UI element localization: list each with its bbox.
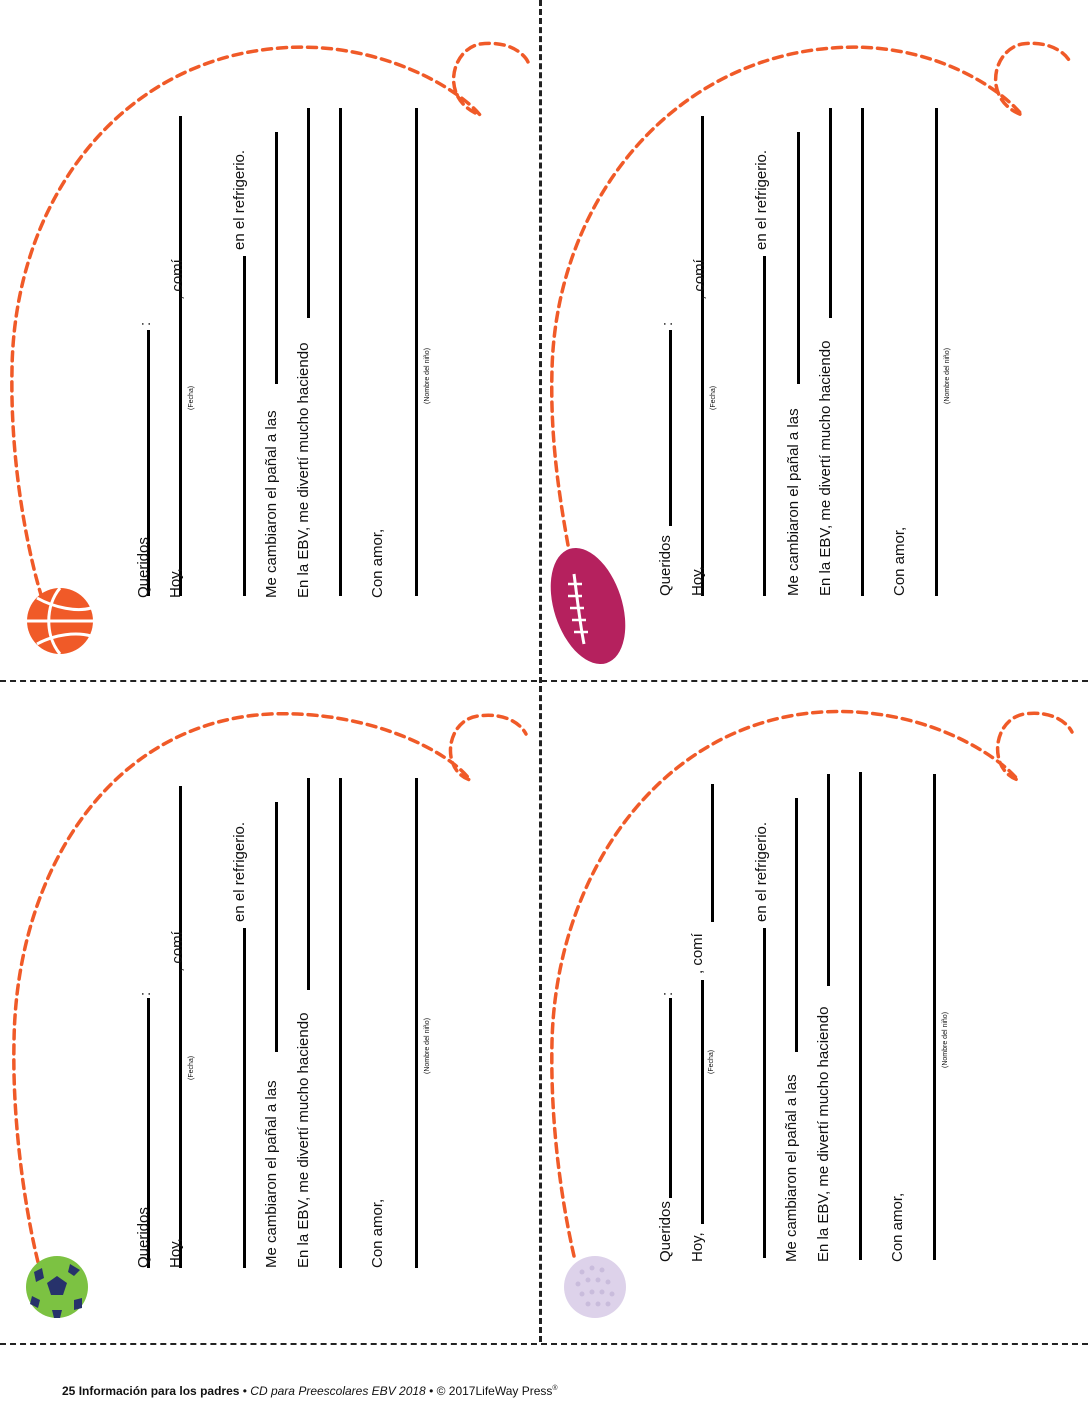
- child-name-hint: (Nombre del niño): [944, 347, 951, 404]
- date-hint: (Fecha): [188, 1055, 195, 1080]
- greeting-colon: :: [659, 321, 676, 326]
- greeting-label: Queridos: [657, 535, 674, 596]
- fun-label: En la EBV, me divertí mucho haciendo: [815, 1006, 832, 1262]
- fun-label: En la EBV, me divertí mucho haciendo: [295, 342, 312, 598]
- activity-line-1: [307, 108, 310, 318]
- fun-label: En la EBV, me divertí mucho haciendo: [295, 1012, 312, 1268]
- footer-separator-1: •: [239, 1384, 251, 1398]
- footer-copyright: © 2017LifeWay Press: [436, 1384, 553, 1398]
- date-line: [179, 786, 182, 1268]
- diaper-label: Me cambiaron el pañal a las: [263, 410, 280, 598]
- footer-separator-2: •: [425, 1384, 437, 1398]
- food-line: [763, 928, 766, 1258]
- horizontal-cut-line-bottom: [0, 1343, 1088, 1345]
- ate-label: , comí: [691, 259, 708, 300]
- child-name-line: [415, 108, 418, 596]
- diaper-time-line: [797, 132, 800, 384]
- activity-line-1: [829, 108, 832, 318]
- diaper-time-line: [275, 132, 278, 384]
- greeting-label: Queridos: [135, 1207, 152, 1268]
- activity-line-1: [307, 778, 310, 990]
- fridge-label: en el refrigerio.: [231, 821, 248, 922]
- child-name-hint: (Nombre del niño): [942, 1011, 949, 1068]
- date-line: [701, 980, 704, 1224]
- date-hint: (Fecha): [188, 385, 195, 410]
- fun-label: En la EBV, me divertí mucho haciendo: [817, 340, 834, 596]
- today-label: Hoy,: [167, 568, 184, 598]
- page-footer: [62, 1384, 558, 1398]
- date-line: [179, 116, 182, 596]
- fridge-label: en el refrigerio.: [231, 149, 248, 250]
- diaper-label: Me cambiaron el pañal a las: [263, 1080, 280, 1268]
- diaper-time-line: [275, 802, 278, 1052]
- footer-product: CD para Preescolares EBV 2018: [250, 1384, 426, 1398]
- fridge-label: en el refrigerio.: [753, 821, 770, 922]
- child-name-hint: (Nombre del niño): [424, 1017, 431, 1074]
- basketball-icon: [25, 586, 95, 656]
- activity-line-2: [859, 772, 862, 1260]
- footer-section: Información para los padres: [78, 1384, 240, 1398]
- food-line: [243, 256, 246, 596]
- diaper-time-line: [795, 798, 798, 1052]
- activity-line-2: [339, 778, 342, 1268]
- page-number: 25: [62, 1384, 76, 1398]
- greeting-colon: :: [137, 991, 154, 996]
- activity-line-2: [339, 108, 342, 596]
- date-hint: (Fecha): [708, 1049, 715, 1074]
- greeting-colon: :: [659, 991, 676, 996]
- note-card-4: [542, 682, 1088, 1342]
- footer-registered-mark: ®: [552, 1385, 558, 1392]
- today-label: Hoy,: [689, 566, 706, 596]
- golf-ball-icon: [562, 1254, 628, 1320]
- love-label: Con amor,: [369, 1198, 386, 1268]
- child-name-line: [933, 774, 936, 1260]
- ate-label: , comí: [169, 259, 186, 300]
- note-card-2: [542, 0, 1088, 678]
- love-label: Con amor,: [891, 526, 908, 596]
- activity-line-2: [861, 108, 864, 596]
- diaper-label: Me cambiaron el pañal a las: [785, 408, 802, 596]
- football-icon: [548, 544, 628, 668]
- greeting-name-line: [669, 330, 672, 526]
- food-line: [243, 928, 246, 1268]
- ate-label: , comí: [169, 931, 186, 972]
- child-name-hint: (Nombre del niño): [424, 347, 431, 404]
- date-hint: (Fecha): [710, 385, 717, 410]
- love-label: Con amor,: [369, 528, 386, 598]
- child-name-line: [415, 778, 418, 1268]
- child-name-line: [935, 108, 938, 596]
- fridge-label: en el refrigerio.: [753, 149, 770, 250]
- activity-line-1: [827, 774, 830, 986]
- soccer-ball-icon: [24, 1254, 90, 1320]
- greeting-label: Queridos: [657, 1201, 674, 1262]
- greeting-colon: :: [137, 321, 154, 326]
- greeting-name-line: [669, 998, 672, 1198]
- today-label: Hoy,: [689, 1232, 706, 1262]
- diaper-label: Me cambiaron el pañal a las: [783, 1074, 800, 1262]
- today-label: Hoy,: [167, 1238, 184, 1268]
- note-card-1: [0, 0, 538, 678]
- note-card-3: [0, 682, 538, 1342]
- ate-label: , comí: [689, 933, 706, 974]
- love-label: Con amor,: [889, 1192, 906, 1262]
- greeting-label: Queridos: [135, 537, 152, 598]
- food-line: [763, 256, 766, 596]
- date-line: [701, 116, 704, 596]
- date-line-top: [711, 784, 714, 922]
